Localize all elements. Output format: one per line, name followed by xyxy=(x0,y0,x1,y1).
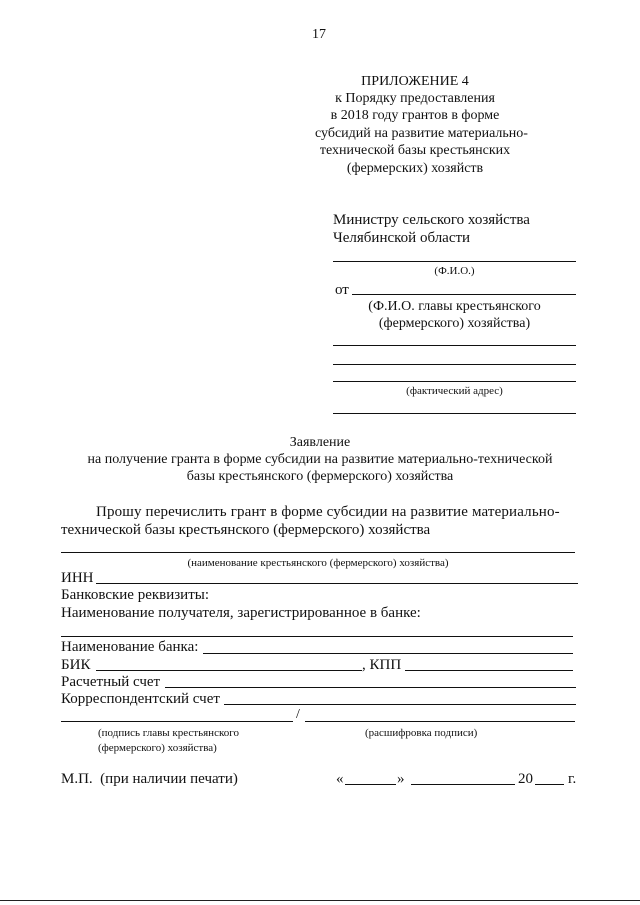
appendix-line-1: к Порядку предоставления xyxy=(335,91,495,106)
date-quote-open: « xyxy=(336,771,344,787)
appendix-line-4: технической базы крестьянских xyxy=(319,143,511,158)
date-quote-close: » xyxy=(397,771,405,787)
stamp-label: М.П. (при наличии печати) xyxy=(61,771,238,787)
addressee-line-1: Министру сельского хозяйства xyxy=(333,212,530,228)
account-line[interactable] xyxy=(165,687,576,688)
page-bottom-border xyxy=(0,900,640,901)
from-line[interactable] xyxy=(352,294,576,295)
statement-title: Заявление xyxy=(289,435,351,450)
fio-caption: (Ф.И.О.) xyxy=(434,265,475,277)
signature-caption-1: (подпись главы крестьянского xyxy=(98,727,239,739)
bik-line[interactable] xyxy=(96,670,362,671)
corr-account-line[interactable] xyxy=(224,704,576,705)
date-day-line[interactable] xyxy=(345,784,396,785)
appendix-title: ПРИЛОЖЕНИЕ 4 xyxy=(361,74,469,89)
farm-name-caption: (наименование крестьянского (фермерского) хозяйства) xyxy=(187,557,449,569)
account-label: Расчетный счет xyxy=(61,674,161,690)
kpp-line[interactable] xyxy=(405,670,573,671)
farm-name-line[interactable] xyxy=(61,552,575,553)
bank-name-label: Наименование банка: xyxy=(61,639,199,655)
appendix-line-2: в 2018 году грантов в форме xyxy=(330,108,500,123)
signature-caption-2: (фермерского) хозяйства) xyxy=(98,742,217,754)
address-line-3[interactable] xyxy=(333,381,576,382)
page-number: 17 xyxy=(312,27,326,42)
recipient-label: Наименование получателя, зарегистрированное в банке: xyxy=(61,605,421,621)
signature-slash: / xyxy=(296,707,300,722)
year-prefix: 20 xyxy=(518,771,533,787)
statement-body-1: Прошу перечислить грант в форме субсидии на развитие материально- xyxy=(96,504,560,520)
bank-details-label: Банковские реквизиты: xyxy=(61,587,210,603)
decryption-caption: (расшифровка подписи) xyxy=(365,727,478,739)
decryption-line[interactable] xyxy=(305,721,575,722)
inn-line[interactable] xyxy=(96,583,578,584)
statement-subtitle-2: базы крестьянского (фермерского) хозяйства xyxy=(186,469,454,484)
signature-line[interactable] xyxy=(61,721,293,722)
address-caption: (фактический адрес) xyxy=(406,385,503,397)
year-suffix: г. xyxy=(568,771,577,787)
date-month-line[interactable] xyxy=(411,784,515,785)
recipient-line[interactable] xyxy=(61,636,573,637)
corr-account-label: Корреспондентский счет xyxy=(61,691,220,707)
statement-body-2: технической базы крестьянского (фермерского) хозяйства xyxy=(61,522,431,538)
address-line-2[interactable] xyxy=(333,364,576,365)
appendix-line-3: субсидий на развитие материально- xyxy=(315,126,528,141)
statement-subtitle-1: на получение гранта в форме субсидии на развитие материально-технической xyxy=(87,452,553,467)
address-line-1[interactable] xyxy=(333,345,576,346)
bik-label: БИК xyxy=(61,657,91,673)
kpp-label: , КПП xyxy=(362,657,402,673)
from-label: от xyxy=(335,282,349,298)
bank-name-line[interactable] xyxy=(203,653,573,654)
fio-line[interactable] xyxy=(333,261,576,262)
address-line-4[interactable] xyxy=(333,413,576,414)
addressee-line-2: Челябинской области xyxy=(333,230,471,246)
inn-label: ИНН xyxy=(61,570,94,586)
appendix-line-5: (фермерских) хозяйств xyxy=(346,161,484,176)
head-caption-1: (Ф.И.О. главы крестьянского xyxy=(368,299,541,314)
head-caption-2: (фермерского) хозяйства) xyxy=(378,316,531,331)
date-year-line[interactable] xyxy=(535,784,564,785)
